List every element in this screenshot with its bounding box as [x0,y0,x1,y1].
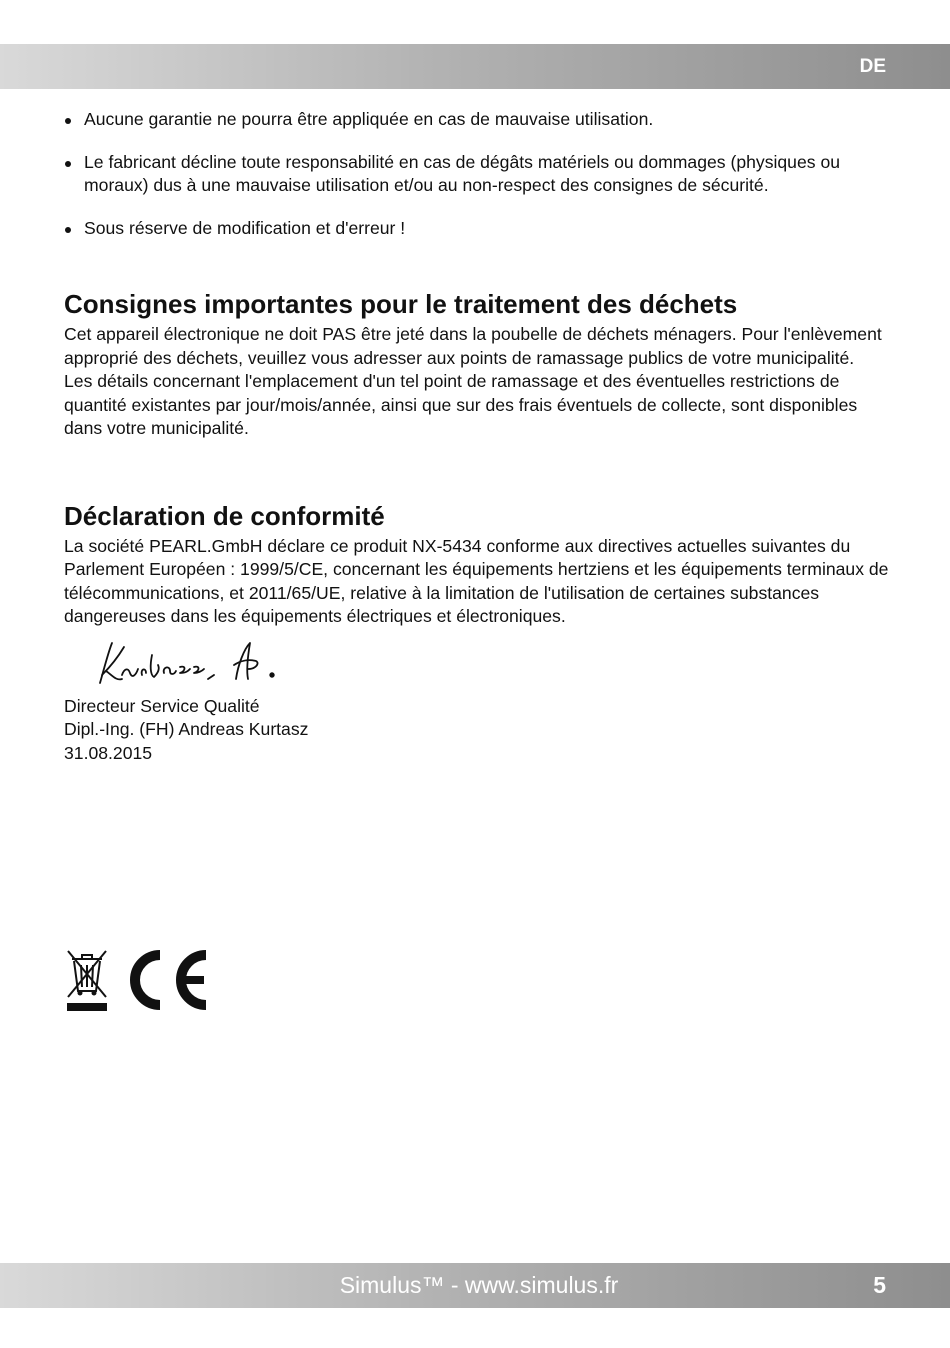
page-number: 5 [873,1272,886,1298]
compliance-marks [64,945,214,1018]
bullet-item: Sous réserve de modification et d'erreur ! [64,217,894,241]
footer-bar [0,1263,950,1308]
bullet-item: Le fabricant décline toute responsabilité en cas de dégâts matériels ou dommages (physiques ou moraux) dus à une mauvaise utilisation et/ou au non-respect des consignes de sécurité. [64,151,894,198]
signatory-name: Dipl.-Ing. (FH) Andreas Kurtasz [64,719,309,739]
page-content [64,108,894,765]
language-code: DE [859,56,886,77]
weee-bin-icon [64,945,110,1018]
footer-brand-url: Simulus™ - www.simulus.fr [339,1272,619,1298]
waste-paragraph-2: Les détails concernant l'emplacement d'un tel point de ramassage et des éventuelles restrictions de quantité existantes par jour/mois/année, ainsi que sur des frais éventuels de collecte, sont disponibles dans votre municipalité. [64,371,858,438]
signoff-block [64,695,894,766]
declaration-heading: Déclaration de conformité [64,500,385,531]
waste-paragraph-1: Cet appareil électronique ne doit PAS être jeté dans la poubelle de déchets ménagers. Pour l'enlèvement approprié des déchets, veuillez vous adresser aux points de ramassage publics de votre municipalité. [64,324,882,368]
signatory-title: Directeur Service Qualité [64,695,260,716]
handwritten-signature [88,635,894,695]
ce-mark-icon [120,947,214,1018]
declaration-text: La société PEARL.GmbH déclare ce produit NX-5434 conforme aux directives actuelles suivantes du Parlement Européen : 1999/5/CE, concernant les équipements hertziens et les équipements terminaux de télécommunications, et 2011/65/UE, relative à la limitation de l'utilisation de certaines substances dangereuses dans les équipements électriques et électroniques. [64,535,889,626]
bullet-item: Aucune garantie ne pourra être appliquée en cas de mauvaise utilisation. [64,108,894,132]
header-bar [0,44,950,89]
warranty-bullet-list [64,108,894,240]
declaration-date: 31.08.2015 [64,742,153,763]
waste-heading: Consignes importantes pour le traitement des déchets [64,289,738,319]
